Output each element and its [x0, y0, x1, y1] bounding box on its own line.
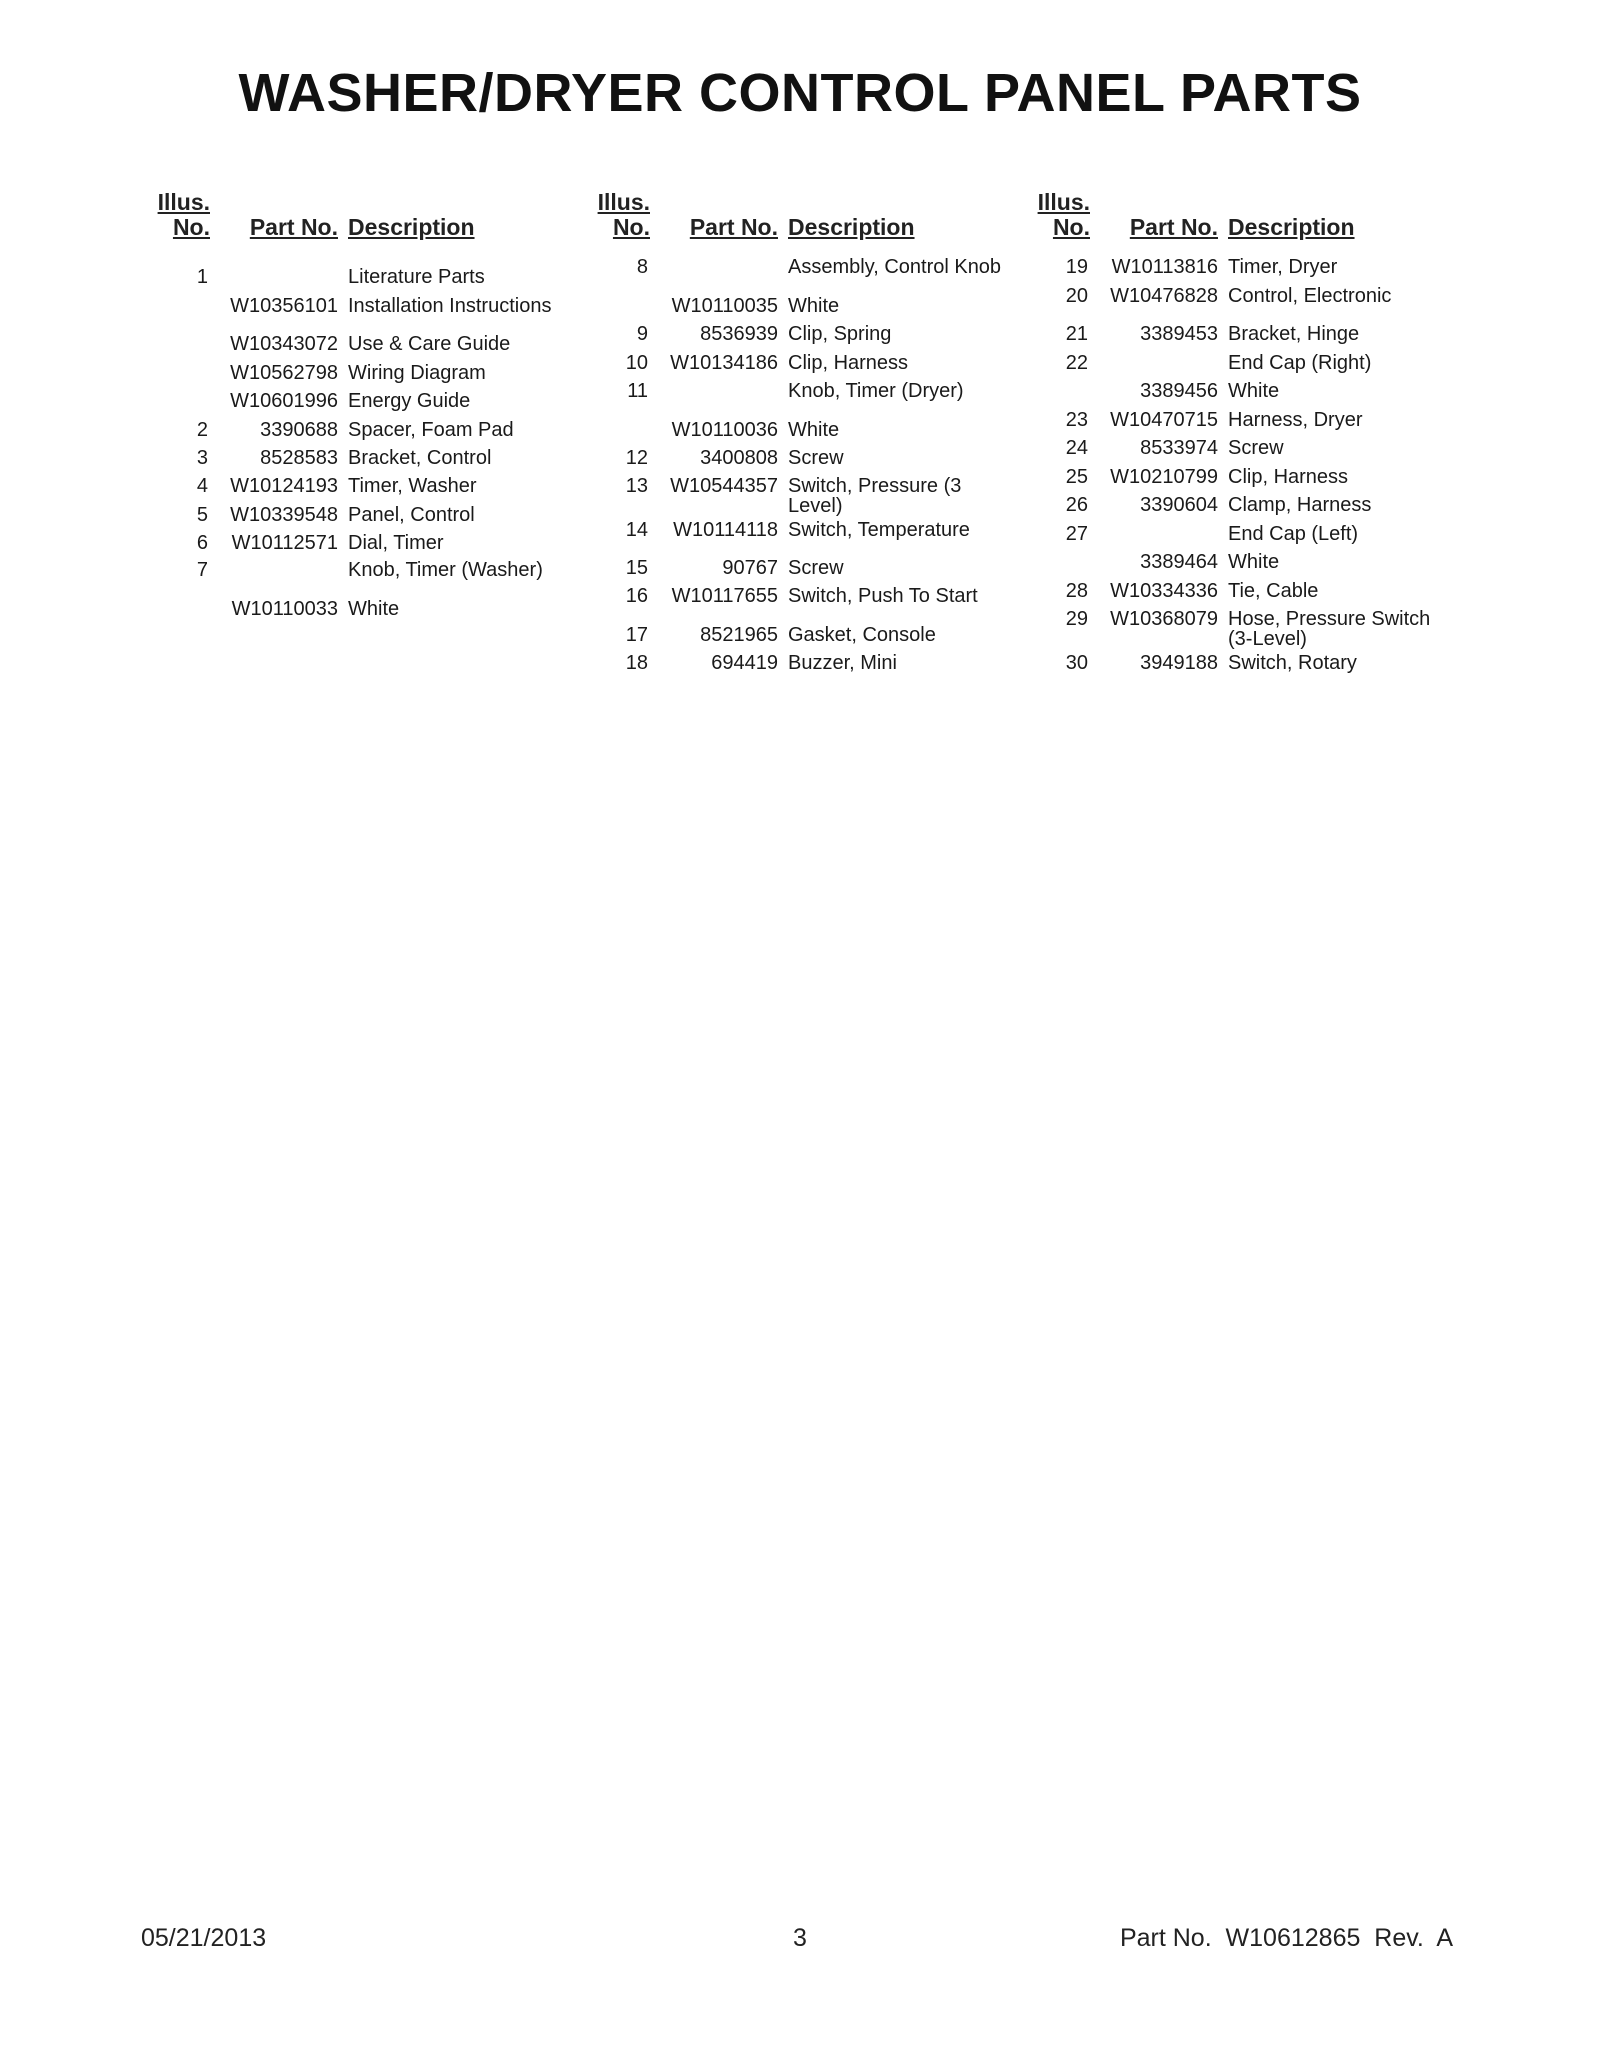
header-no-label: No. [172, 214, 210, 240]
part-number: W10113816 [1111, 256, 1218, 278]
header-description: Description [348, 214, 475, 240]
footer-date: 05/21/2013 [141, 1924, 267, 1952]
part-description: Bracket, Hinge [1228, 323, 1360, 345]
header-illus-label: Illus. [157, 189, 210, 215]
part-description: Screw [788, 557, 844, 579]
illus-number: 26 [1065, 494, 1088, 516]
part-number: W10544357 [670, 475, 778, 497]
illus-number: 20 [1065, 285, 1088, 307]
part-description: End Cap (Left) [1228, 523, 1359, 545]
illus-number: 4 [196, 475, 208, 497]
illus-number: 28 [1065, 580, 1088, 602]
part-description: White [788, 295, 840, 317]
part-description: Screw [1228, 437, 1284, 459]
illus-number: 1 [196, 266, 208, 288]
illus-number: 21 [1065, 323, 1088, 345]
part-description: White [1228, 551, 1280, 573]
part-description: Gasket, Console [788, 624, 936, 646]
parts-column-3 [1030, 189, 1470, 674]
part-number: 3389456 [1140, 380, 1218, 402]
header-illus-label: Illus. [597, 189, 650, 215]
part-number: W10562798 [230, 362, 338, 384]
column-header [150, 190, 590, 246]
part-description: Panel, Control [348, 504, 475, 526]
part-description: Clip, Harness [788, 352, 909, 374]
illus-number: 14 [625, 519, 648, 541]
part-number: W10110036 [671, 419, 778, 441]
header-part-no: Part No. [689, 214, 778, 240]
illus-number: 30 [1065, 652, 1088, 674]
illus-number: 19 [1065, 256, 1088, 278]
part-description: Wiring Diagram [348, 362, 486, 384]
part-description: Switch, Temperature [788, 519, 970, 541]
part-number: W10601996 [230, 390, 338, 412]
part-number: W10470715 [1110, 409, 1218, 431]
part-description: Tie, Cable [1228, 580, 1319, 602]
column-header [590, 190, 1030, 246]
part-number: W10112571 [231, 532, 338, 554]
part-number: 8521965 [700, 624, 778, 646]
part-description: Bracket, Control [348, 447, 492, 469]
part-number: W10210799 [1110, 466, 1218, 488]
part-number: W10110035 [671, 295, 778, 317]
illus-number: 24 [1065, 437, 1088, 459]
parts-column-1 [150, 189, 590, 620]
part-number: 90767 [722, 557, 778, 579]
part-number: 3949188 [1140, 652, 1218, 674]
part-description: Harness, Dryer [1228, 409, 1363, 431]
part-description: Timer, Dryer [1228, 256, 1338, 278]
part-number: W10356101 [230, 295, 338, 317]
part-description: White [348, 598, 400, 620]
header-description: Description [1228, 214, 1355, 240]
part-description: Hose, Pressure Switch (3-Level) [1228, 608, 1431, 650]
part-number: W10368079 [1110, 608, 1218, 630]
part-number: 3400808 [700, 447, 778, 469]
illus-number: 10 [625, 352, 648, 374]
part-description: Use & Care Guide [348, 333, 511, 355]
part-description: Knob, Timer (Dryer) [788, 380, 964, 402]
part-number: W10117655 [671, 585, 778, 607]
illus-number: 2 [196, 419, 208, 441]
part-number: 3390688 [260, 419, 338, 441]
part-description: End Cap (Right) [1228, 352, 1372, 374]
illus-number: 15 [625, 557, 648, 579]
illus-number: 12 [625, 447, 648, 469]
illus-number: 16 [625, 585, 648, 607]
header-illus-label: Illus. [1037, 189, 1090, 215]
header-description: Description [788, 214, 915, 240]
part-description: White [1228, 380, 1280, 402]
illus-number: 7 [196, 559, 208, 581]
illus-number: 5 [196, 504, 208, 526]
parts-column-2 [590, 189, 1030, 674]
part-number: 8533974 [1140, 437, 1218, 459]
part-number: W10134186 [670, 352, 778, 374]
part-number: W10343072 [230, 333, 338, 355]
illus-number: 6 [196, 532, 208, 554]
part-description: Control, Electronic [1228, 285, 1392, 307]
illus-number: 29 [1065, 608, 1088, 630]
part-description: Literature Parts [348, 266, 485, 288]
part-number: W10334336 [1110, 580, 1218, 602]
part-description: Timer, Washer [348, 475, 477, 497]
illus-number: 17 [625, 624, 648, 646]
illus-number: 9 [636, 323, 648, 345]
header-no-label: No. [1052, 214, 1090, 240]
part-number: 3390604 [1140, 494, 1218, 516]
header-no-label: No. [612, 214, 650, 240]
part-description: Screw [788, 447, 844, 469]
part-description: Assembly, Control Knob [788, 256, 1002, 278]
illus-number: 8 [636, 256, 648, 278]
part-description: Installation Instructions [348, 295, 552, 317]
footer-part-revision: Part No. W10612865 Rev. A [1119, 1924, 1453, 1952]
part-description: Buzzer, Mini [788, 652, 897, 674]
illus-number: 25 [1065, 466, 1088, 488]
part-description: Spacer, Foam Pad [348, 419, 514, 441]
part-number: W10339548 [230, 504, 338, 526]
part-description: Switch, Push To Start [788, 585, 978, 607]
part-number: W10114118 [673, 519, 778, 541]
page-title: WASHER/DRYER CONTROL PANEL PARTS [238, 63, 1362, 123]
header-part-no: Part No. [1129, 214, 1218, 240]
part-description: Dial, Timer [348, 532, 444, 554]
part-description: Clamp, Harness [1228, 494, 1372, 516]
part-description: Clip, Spring [788, 323, 892, 345]
part-number: W10476828 [1110, 285, 1218, 307]
part-description: Switch, Rotary [1228, 652, 1357, 674]
part-description: Clip, Harness [1228, 466, 1349, 488]
part-description: Switch, Pressure (3 Level) [788, 475, 962, 517]
illus-number: 18 [625, 652, 648, 674]
footer-page-number: 3 [793, 1924, 807, 1952]
part-description: White [788, 419, 840, 441]
part-number: W10110033 [231, 598, 338, 620]
header-part-no: Part No. [249, 214, 338, 240]
column-header [1030, 190, 1470, 246]
illus-number: 22 [1065, 352, 1088, 374]
illus-number: 13 [625, 475, 648, 497]
illus-number: 27 [1065, 523, 1088, 545]
part-number: 3389464 [1140, 551, 1218, 573]
illus-number: 23 [1065, 409, 1088, 431]
part-number: 8536939 [700, 323, 778, 345]
part-description: Knob, Timer (Washer) [348, 559, 543, 581]
part-number: 8528583 [260, 447, 338, 469]
illus-number: 3 [196, 447, 208, 469]
part-description: Energy Guide [348, 390, 471, 412]
part-number: W10124193 [230, 475, 338, 497]
part-number: 3389453 [1140, 323, 1218, 345]
illus-number: 11 [627, 380, 648, 402]
part-number: 694419 [711, 652, 778, 674]
